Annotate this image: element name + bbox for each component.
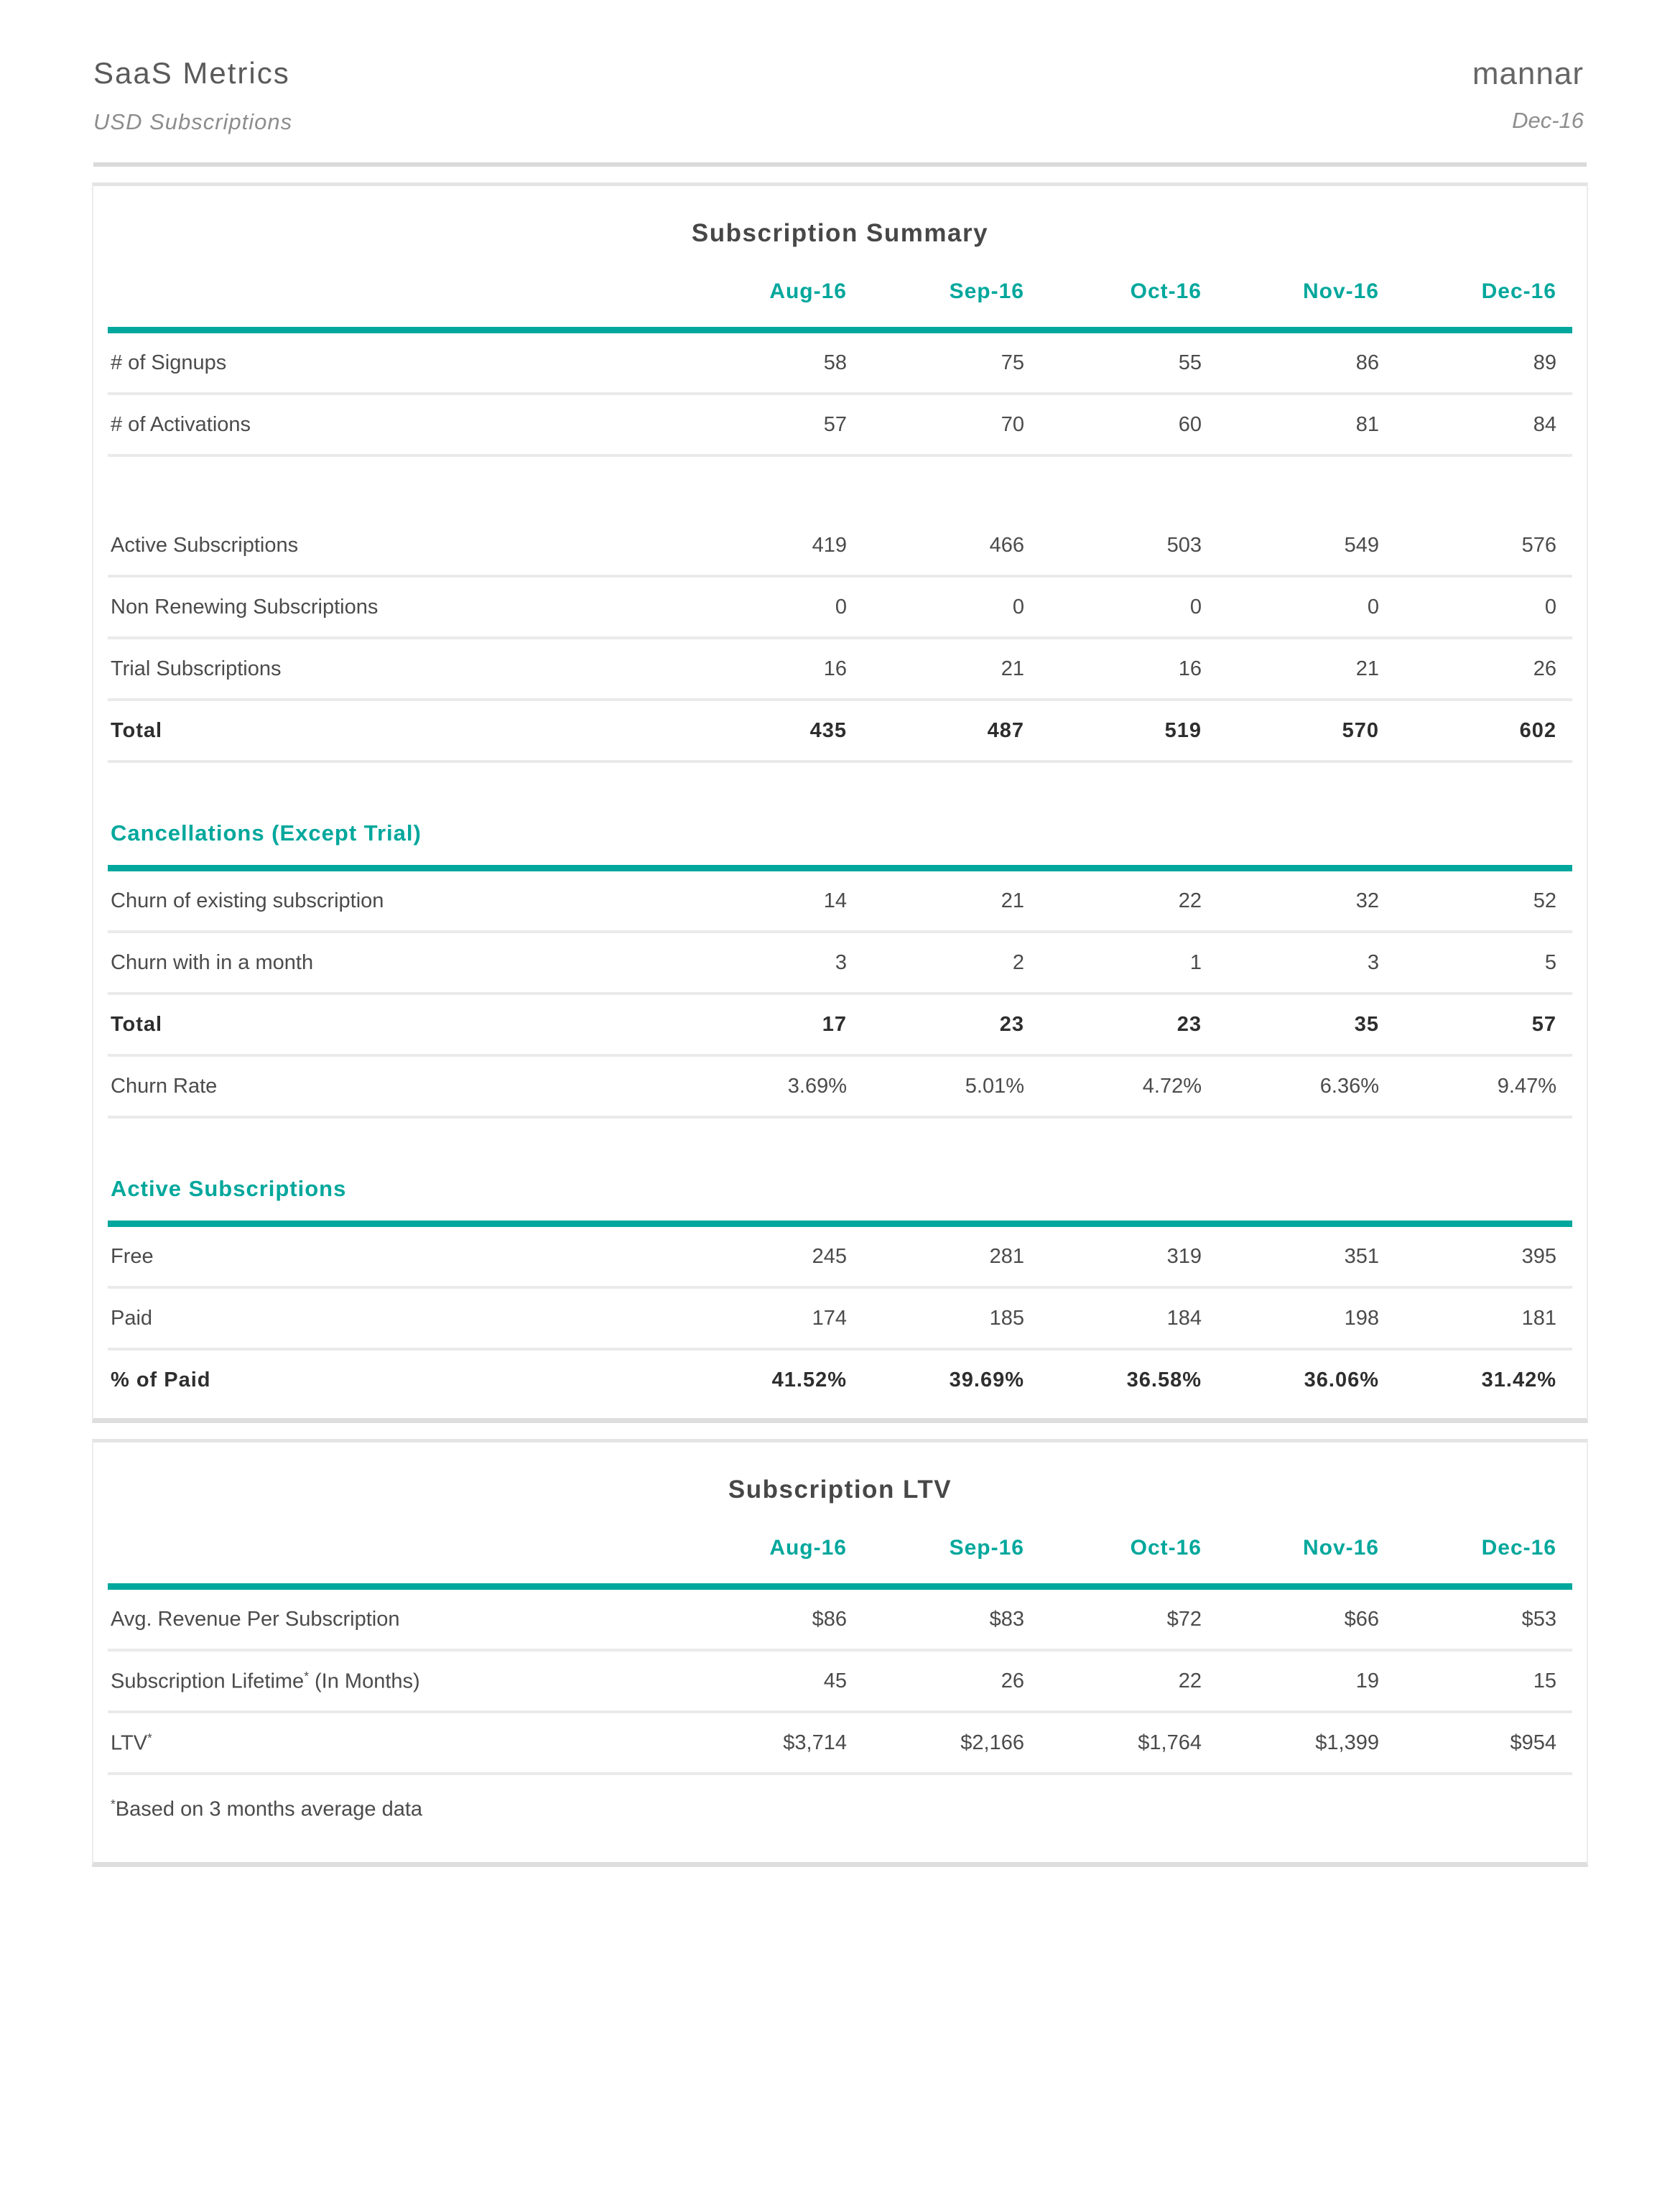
cell-value: 26 bbox=[1001, 1669, 1024, 1692]
cell-value: 1 bbox=[1189, 950, 1202, 974]
cell-value: 6.36% bbox=[1319, 1074, 1379, 1098]
cell-value: 0 bbox=[1189, 595, 1202, 619]
cell-value: 16 bbox=[823, 657, 847, 680]
cell-value: 0 bbox=[1012, 595, 1024, 619]
teal-rule bbox=[108, 1583, 1572, 1590]
cell-value: 15 bbox=[1533, 1669, 1556, 1692]
table-row bbox=[108, 578, 1572, 636]
row-label: Churn of existing subscription bbox=[111, 889, 384, 912]
cell-value: 57 bbox=[1531, 1012, 1556, 1036]
row-label: Free bbox=[111, 1244, 154, 1268]
cell-value: 602 bbox=[1519, 718, 1556, 742]
cell-value: 576 bbox=[1521, 533, 1556, 557]
cell-value: 55 bbox=[1178, 351, 1202, 374]
cell-value: 181 bbox=[1521, 1306, 1556, 1330]
cell-value: 198 bbox=[1344, 1306, 1379, 1330]
cell-value: 395 bbox=[1521, 1244, 1556, 1268]
cell-value: 3.69% bbox=[787, 1074, 847, 1098]
page-title: SaaS Metrics bbox=[93, 56, 290, 90]
row-label: Avg. Revenue Per Subscription bbox=[111, 1607, 400, 1631]
cell-value: $86 bbox=[812, 1607, 847, 1631]
cell-value: 22 bbox=[1178, 1669, 1202, 1692]
cell-value: $53 bbox=[1521, 1607, 1556, 1631]
column-header: Dec-16 bbox=[1481, 279, 1556, 303]
asterisk-marker: * bbox=[147, 1730, 152, 1745]
cell-value: 466 bbox=[989, 533, 1024, 557]
column-header: Sep-16 bbox=[949, 279, 1024, 303]
cell-value: 36.06% bbox=[1304, 1368, 1379, 1391]
asterisk-marker: * bbox=[304, 1668, 309, 1683]
teal-rule bbox=[108, 865, 1572, 871]
cell-value: 351 bbox=[1344, 1244, 1379, 1268]
cell-value: 2 bbox=[1012, 950, 1024, 974]
column-header: Aug-16 bbox=[769, 279, 847, 303]
cell-value: 319 bbox=[1166, 1244, 1202, 1268]
cell-value: $66 bbox=[1344, 1607, 1379, 1631]
footnote-asterisk: * bbox=[111, 1797, 116, 1811]
row-label-text: LTV bbox=[111, 1731, 148, 1755]
cell-value: $3,714 bbox=[783, 1731, 847, 1754]
row-label-text: Subscription Lifetime bbox=[111, 1669, 305, 1693]
cell-value: 174 bbox=[812, 1306, 847, 1330]
cell-value: 4.72% bbox=[1142, 1074, 1202, 1098]
table-row bbox=[108, 1227, 1572, 1286]
row-label: Paid bbox=[111, 1306, 153, 1330]
cell-value: $2,166 bbox=[960, 1731, 1024, 1754]
cell-value: 35 bbox=[1354, 1012, 1379, 1036]
row-label bbox=[111, 1669, 669, 1694]
column-header: Nov-16 bbox=[1302, 279, 1379, 303]
table-row-total bbox=[108, 995, 1572, 1054]
row-label-suffix: (In Months) bbox=[308, 1669, 420, 1693]
cell-value: 19 bbox=[1355, 1669, 1379, 1692]
cell-value: 503 bbox=[1166, 533, 1202, 557]
cell-value: 60 bbox=[1178, 412, 1202, 436]
row-label: Total bbox=[111, 718, 163, 742]
cell-value: 75 bbox=[1001, 351, 1024, 374]
cell-value: 31.42% bbox=[1481, 1368, 1556, 1391]
cell-value: 21 bbox=[1001, 889, 1024, 912]
table-row bbox=[108, 1057, 1572, 1116]
column-header-row bbox=[108, 1536, 1572, 1583]
cell-value: 81 bbox=[1355, 412, 1379, 436]
table-row bbox=[108, 333, 1572, 392]
cell-value: 3 bbox=[835, 950, 847, 974]
cell-value: 17 bbox=[822, 1012, 847, 1036]
cell-value: 14 bbox=[823, 889, 847, 912]
table-row bbox=[108, 516, 1572, 575]
page-header bbox=[0, 0, 1680, 135]
header-left bbox=[93, 56, 292, 135]
cell-value: 57 bbox=[823, 412, 847, 436]
row-label: # of Signups bbox=[111, 351, 227, 374]
cell-value: 435 bbox=[809, 718, 847, 742]
footnote bbox=[108, 1775, 1572, 1853]
cell-value: 41.52% bbox=[771, 1368, 847, 1391]
column-header: Dec-16 bbox=[1481, 1536, 1556, 1560]
card-title: Subscription Summary bbox=[691, 219, 989, 247]
header-right bbox=[1472, 56, 1584, 134]
page-subtitle: USD Subscriptions bbox=[93, 109, 293, 134]
header-divider bbox=[93, 162, 1587, 167]
footnote-text: Based on 3 months average data bbox=[115, 1797, 423, 1821]
cell-value: 487 bbox=[987, 718, 1024, 742]
column-header: Nov-16 bbox=[1302, 1536, 1379, 1560]
cell-value: 0 bbox=[1544, 595, 1556, 619]
cell-value: 0 bbox=[1367, 595, 1379, 619]
cell-value: $83 bbox=[989, 1607, 1024, 1631]
teal-rule bbox=[108, 327, 1572, 333]
cell-value: 185 bbox=[989, 1306, 1024, 1330]
cell-value: 70 bbox=[1001, 412, 1024, 436]
row-label: # of Activations bbox=[111, 412, 251, 436]
table-row bbox=[108, 933, 1572, 992]
cell-value: 23 bbox=[1177, 1012, 1202, 1036]
cell-value: $954 bbox=[1510, 1731, 1556, 1754]
cell-value: 86 bbox=[1355, 351, 1379, 374]
cell-value: $1,764 bbox=[1138, 1731, 1202, 1754]
table-row bbox=[108, 1289, 1572, 1348]
cell-value: 32 bbox=[1355, 889, 1379, 912]
cell-value: 39.69% bbox=[949, 1368, 1024, 1391]
cell-value: 549 bbox=[1344, 533, 1379, 557]
cell-value: 0 bbox=[835, 595, 847, 619]
row-label: Churn with in a month bbox=[111, 950, 314, 974]
row-label: Trial Subscriptions bbox=[111, 657, 282, 680]
cell-value: 21 bbox=[1001, 657, 1024, 680]
section-heading-cancellations: Cancellations (Except Trial) bbox=[111, 820, 422, 846]
cell-value: 281 bbox=[989, 1244, 1024, 1268]
cell-value: 16 bbox=[1178, 657, 1202, 680]
cell-value: 21 bbox=[1355, 657, 1379, 680]
cell-value: 184 bbox=[1166, 1306, 1202, 1330]
report-date: Dec-16 bbox=[1512, 108, 1584, 133]
row-label bbox=[111, 1731, 669, 1756]
column-header: Aug-16 bbox=[769, 1536, 847, 1560]
subscription-summary-card bbox=[92, 182, 1588, 1423]
cell-value: 419 bbox=[812, 533, 847, 557]
card-title: Subscription LTV bbox=[728, 1476, 952, 1504]
cell-value: 23 bbox=[999, 1012, 1024, 1036]
table-row bbox=[108, 1652, 1572, 1710]
table-row bbox=[108, 1713, 1572, 1772]
teal-rule bbox=[108, 1221, 1572, 1227]
table-row bbox=[108, 1590, 1572, 1649]
column-header: Oct-16 bbox=[1130, 1536, 1202, 1560]
row-label: % of Paid bbox=[111, 1368, 211, 1391]
table-row bbox=[108, 395, 1572, 454]
cell-value: $1,399 bbox=[1315, 1731, 1379, 1754]
spacer-row bbox=[108, 457, 1572, 516]
subscription-ltv-card bbox=[92, 1439, 1588, 1867]
cell-value: 89 bbox=[1533, 351, 1556, 374]
cell-value: 26 bbox=[1533, 657, 1556, 680]
cell-value: 45 bbox=[823, 1669, 847, 1692]
cell-value: 5 bbox=[1544, 950, 1556, 974]
cell-value: 245 bbox=[812, 1244, 847, 1268]
column-header: Sep-16 bbox=[949, 1536, 1024, 1560]
cell-value: 84 bbox=[1533, 412, 1556, 436]
table-row-total bbox=[108, 1351, 1572, 1409]
cell-value: 36.58% bbox=[1126, 1368, 1202, 1391]
cell-value: 5.01% bbox=[965, 1074, 1024, 1098]
table-row bbox=[108, 639, 1572, 698]
table-row bbox=[108, 871, 1572, 930]
table-row-total bbox=[108, 701, 1572, 760]
cell-value: 9.47% bbox=[1497, 1074, 1556, 1098]
cell-value: 519 bbox=[1164, 718, 1202, 742]
column-header: Oct-16 bbox=[1130, 279, 1202, 303]
row-label: Active Subscriptions bbox=[111, 533, 299, 557]
column-header-row bbox=[108, 279, 1572, 327]
cell-value: 52 bbox=[1533, 889, 1556, 912]
cell-value: 570 bbox=[1342, 718, 1379, 742]
row-label: Non Renewing Subscriptions bbox=[111, 595, 379, 619]
section-heading-active-subscriptions: Active Subscriptions bbox=[111, 1176, 347, 1201]
cell-value: $72 bbox=[1166, 1607, 1202, 1631]
row-label: Total bbox=[111, 1012, 163, 1036]
cell-value: 58 bbox=[823, 351, 847, 374]
cell-value: 22 bbox=[1178, 889, 1202, 912]
brand-name: mannar bbox=[1472, 56, 1584, 91]
cell-value: 3 bbox=[1367, 950, 1379, 974]
row-label: Churn Rate bbox=[111, 1074, 218, 1098]
